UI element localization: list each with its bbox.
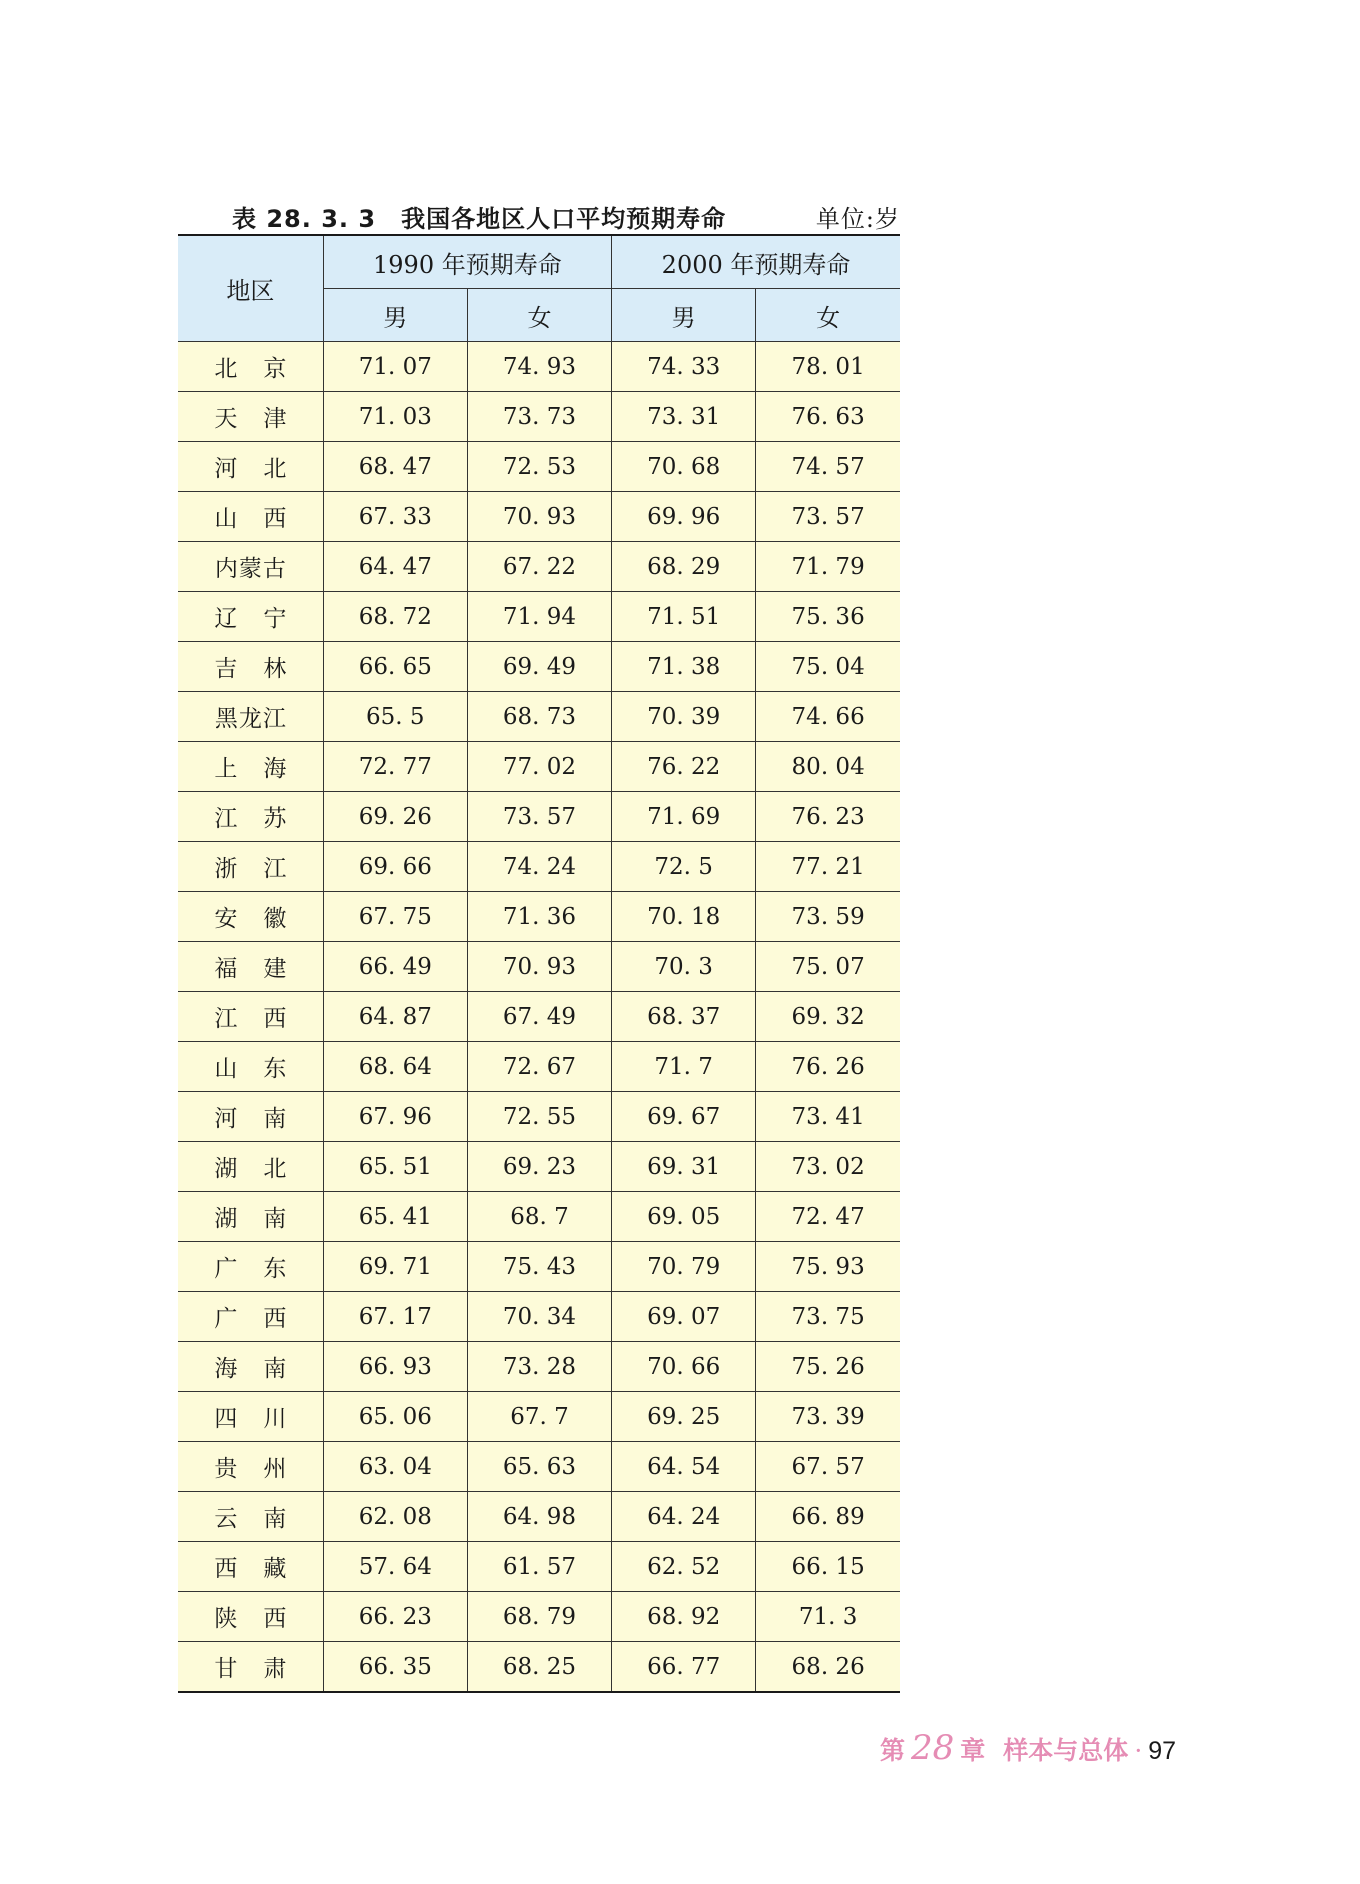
cell-female-2000: 75. 07 <box>756 942 900 992</box>
cell-male-1990: 69. 66 <box>323 842 467 892</box>
cell-region: 湖南 <box>178 1192 323 1242</box>
cell-female-2000: 72. 47 <box>756 1192 900 1242</box>
cell-region: 江西 <box>178 992 323 1042</box>
table-body <box>178 342 900 1693</box>
cell-region: 西藏 <box>178 1542 323 1592</box>
cell-male-1990: 66. 49 <box>323 942 467 992</box>
table-row <box>178 642 900 692</box>
header-1990: 1990 年预期寿命 <box>323 235 611 289</box>
cell-region: 四川 <box>178 1392 323 1442</box>
chapter-suffix: 章 <box>960 1736 986 1765</box>
cell-region: 福建 <box>178 942 323 992</box>
cell-female-1990: 64. 98 <box>467 1492 611 1542</box>
cell-male-2000: 70. 66 <box>612 1342 756 1392</box>
cell-female-2000: 73. 57 <box>756 492 900 542</box>
page-footer <box>880 1728 1176 1772</box>
table-row <box>178 1392 900 1442</box>
cell-male-1990: 66. 23 <box>323 1592 467 1642</box>
table-row <box>178 1492 900 1542</box>
table-row <box>178 592 900 642</box>
header-2000: 2000 年预期寿命 <box>612 235 900 289</box>
cell-female-2000: 80. 04 <box>756 742 900 792</box>
cell-female-1990: 68. 7 <box>467 1192 611 1242</box>
cell-female-1990: 70. 93 <box>467 492 611 542</box>
cell-female-1990: 73. 28 <box>467 1342 611 1392</box>
cell-male-2000: 70. 18 <box>612 892 756 942</box>
cell-male-2000: 68. 29 <box>612 542 756 592</box>
cell-region: 山东 <box>178 1042 323 1092</box>
cell-region: 贵州 <box>178 1442 323 1492</box>
cell-region: 山西 <box>178 492 323 542</box>
cell-region: 安徽 <box>178 892 323 942</box>
cell-female-1990: 65. 63 <box>467 1442 611 1492</box>
cell-male-2000: 62. 52 <box>612 1542 756 1592</box>
cell-female-2000: 73. 02 <box>756 1142 900 1192</box>
cell-female-2000: 75. 26 <box>756 1342 900 1392</box>
cell-region: 陕西 <box>178 1592 323 1642</box>
cell-male-2000: 71. 38 <box>612 642 756 692</box>
cell-male-1990: 64. 47 <box>323 542 467 592</box>
cell-male-2000: 69. 25 <box>612 1392 756 1442</box>
cell-region: 浙江 <box>178 842 323 892</box>
table-row <box>178 892 900 942</box>
table-header-row-1 <box>178 235 900 289</box>
cell-male-2000: 69. 67 <box>612 1092 756 1142</box>
cell-female-1990: 72. 67 <box>467 1042 611 1092</box>
cell-female-1990: 74. 93 <box>467 342 611 392</box>
cell-male-2000: 64. 24 <box>612 1492 756 1542</box>
cell-female-1990: 68. 79 <box>467 1592 611 1642</box>
cell-female-2000: 75. 36 <box>756 592 900 642</box>
table-row <box>178 392 900 442</box>
cell-female-2000: 75. 93 <box>756 1242 900 1292</box>
cell-male-2000: 70. 39 <box>612 692 756 742</box>
cell-male-1990: 67. 75 <box>323 892 467 942</box>
cell-female-2000: 68. 26 <box>756 1642 900 1693</box>
cell-male-2000: 66. 77 <box>612 1642 756 1693</box>
cell-male-1990: 64. 87 <box>323 992 467 1042</box>
footer-separator: · <box>1134 1736 1143 1765</box>
cell-region: 辽宁 <box>178 592 323 642</box>
table-row <box>178 342 900 392</box>
cell-male-2000: 69. 31 <box>612 1142 756 1192</box>
cell-region: 内蒙古 <box>178 542 323 592</box>
cell-female-2000: 74. 57 <box>756 442 900 492</box>
cell-region: 湖北 <box>178 1142 323 1192</box>
header-1990-male: 男 <box>323 289 467 342</box>
table-row <box>178 1292 900 1342</box>
cell-male-2000: 70. 68 <box>612 442 756 492</box>
cell-female-1990: 73. 73 <box>467 392 611 442</box>
chapter-title: 样本与总体 <box>1003 1736 1129 1765</box>
table-row <box>178 542 900 592</box>
cell-male-2000: 74. 33 <box>612 342 756 392</box>
cell-region: 北京 <box>178 342 323 392</box>
table-row <box>178 1242 900 1292</box>
cell-female-2000: 78. 01 <box>756 342 900 392</box>
table-row <box>178 1342 900 1392</box>
table-row <box>178 1192 900 1242</box>
cell-female-1990: 69. 49 <box>467 642 611 692</box>
cell-region: 上海 <box>178 742 323 792</box>
cell-male-1990: 67. 17 <box>323 1292 467 1342</box>
cell-male-1990: 68. 64 <box>323 1042 467 1092</box>
cell-region: 河北 <box>178 442 323 492</box>
cell-male-1990: 68. 72 <box>323 592 467 642</box>
cell-region: 云南 <box>178 1492 323 1542</box>
cell-region: 广东 <box>178 1242 323 1292</box>
cell-female-2000: 66. 15 <box>756 1542 900 1592</box>
header-2000-female: 女 <box>756 289 900 342</box>
cell-female-1990: 71. 94 <box>467 592 611 642</box>
table-unit-label: 单位:岁 <box>815 205 900 233</box>
cell-male-1990: 67. 96 <box>323 1092 467 1142</box>
cell-male-2000: 68. 92 <box>612 1592 756 1642</box>
cell-male-2000: 71. 7 <box>612 1042 756 1092</box>
cell-female-1990: 72. 53 <box>467 442 611 492</box>
cell-female-2000: 73. 59 <box>756 892 900 942</box>
header-1990-female: 女 <box>467 289 611 342</box>
cell-region: 甘肃 <box>178 1642 323 1693</box>
table-row <box>178 1542 900 1592</box>
cell-female-2000: 71. 79 <box>756 542 900 592</box>
cell-male-2000: 69. 05 <box>612 1192 756 1242</box>
cell-region: 黑龙江 <box>178 692 323 742</box>
cell-male-1990: 67. 33 <box>323 492 467 542</box>
chapter-prefix: 第 <box>880 1736 906 1765</box>
cell-female-2000: 71. 3 <box>756 1592 900 1642</box>
cell-male-2000: 70. 3 <box>612 942 756 992</box>
cell-male-1990: 68. 47 <box>323 442 467 492</box>
table-row <box>178 1642 900 1693</box>
cell-male-1990: 65. 5 <box>323 692 467 742</box>
cell-region: 吉林 <box>178 642 323 692</box>
cell-female-2000: 76. 23 <box>756 792 900 842</box>
life-expectancy-table <box>178 234 900 1693</box>
cell-male-1990: 69. 71 <box>323 1242 467 1292</box>
table-row <box>178 1142 900 1192</box>
cell-female-1990: 75. 43 <box>467 1242 611 1292</box>
cell-female-1990: 73. 57 <box>467 792 611 842</box>
cell-female-1990: 61. 57 <box>467 1542 611 1592</box>
cell-male-1990: 66. 35 <box>323 1642 467 1693</box>
table-row <box>178 692 900 742</box>
cell-female-2000: 76. 26 <box>756 1042 900 1092</box>
cell-male-1990: 63. 04 <box>323 1442 467 1492</box>
cell-region: 广西 <box>178 1292 323 1342</box>
cell-female-1990: 77. 02 <box>467 742 611 792</box>
cell-male-2000: 73. 31 <box>612 392 756 442</box>
table-row <box>178 492 900 542</box>
cell-male-2000: 69. 96 <box>612 492 756 542</box>
cell-male-1990: 65. 51 <box>323 1142 467 1192</box>
cell-male-2000: 68. 37 <box>612 992 756 1042</box>
cell-male-2000: 64. 54 <box>612 1442 756 1492</box>
cell-male-1990: 69. 26 <box>323 792 467 842</box>
header-region: 地区 <box>178 235 323 342</box>
cell-male-2000: 71. 51 <box>612 592 756 642</box>
cell-female-2000: 77. 21 <box>756 842 900 892</box>
cell-female-1990: 70. 34 <box>467 1292 611 1342</box>
table-row <box>178 842 900 892</box>
page-number: 97 <box>1148 1737 1177 1765</box>
cell-male-1990: 62. 08 <box>323 1492 467 1542</box>
cell-male-2000: 72. 5 <box>612 842 756 892</box>
chapter-number: 28 <box>911 1728 955 1768</box>
header-2000-male: 男 <box>612 289 756 342</box>
table-row <box>178 1092 900 1142</box>
table-caption-label: 表 28. 3. 3 我国各地区人口平均预期寿命 <box>232 205 727 233</box>
cell-male-1990: 71. 03 <box>323 392 467 442</box>
table-header <box>178 235 900 342</box>
table-row <box>178 742 900 792</box>
cell-female-1990: 70. 93 <box>467 942 611 992</box>
table-row <box>178 1442 900 1492</box>
cell-female-1990: 67. 22 <box>467 542 611 592</box>
cell-female-2000: 67. 57 <box>756 1442 900 1492</box>
cell-region: 河南 <box>178 1092 323 1142</box>
cell-female-2000: 69. 32 <box>756 992 900 1042</box>
table-row <box>178 442 900 492</box>
cell-female-1990: 67. 7 <box>467 1392 611 1442</box>
cell-male-1990: 57. 64 <box>323 1542 467 1592</box>
cell-male-1990: 71. 07 <box>323 342 467 392</box>
table-caption <box>178 195 900 235</box>
cell-male-1990: 65. 41 <box>323 1192 467 1242</box>
cell-female-1990: 68. 25 <box>467 1642 611 1693</box>
cell-region: 天津 <box>178 392 323 442</box>
cell-female-2000: 75. 04 <box>756 642 900 692</box>
cell-male-1990: 66. 65 <box>323 642 467 692</box>
cell-female-2000: 66. 89 <box>756 1492 900 1542</box>
cell-female-1990: 74. 24 <box>467 842 611 892</box>
cell-female-1990: 68. 73 <box>467 692 611 742</box>
cell-female-2000: 73. 41 <box>756 1092 900 1142</box>
cell-male-1990: 72. 77 <box>323 742 467 792</box>
cell-male-2000: 70. 79 <box>612 1242 756 1292</box>
cell-female-1990: 71. 36 <box>467 892 611 942</box>
cell-male-2000: 69. 07 <box>612 1292 756 1342</box>
table-row <box>178 1592 900 1642</box>
table-row <box>178 992 900 1042</box>
cell-male-1990: 65. 06 <box>323 1392 467 1442</box>
cell-male-2000: 71. 69 <box>612 792 756 842</box>
cell-female-2000: 73. 75 <box>756 1292 900 1342</box>
table-row <box>178 1042 900 1092</box>
cell-female-2000: 73. 39 <box>756 1392 900 1442</box>
cell-region: 江苏 <box>178 792 323 842</box>
cell-region: 海南 <box>178 1342 323 1392</box>
cell-male-2000: 76. 22 <box>612 742 756 792</box>
cell-female-2000: 74. 66 <box>756 692 900 742</box>
cell-female-1990: 72. 55 <box>467 1092 611 1142</box>
cell-male-1990: 66. 93 <box>323 1342 467 1392</box>
table-row <box>178 792 900 842</box>
cell-female-1990: 67. 49 <box>467 992 611 1042</box>
cell-female-1990: 69. 23 <box>467 1142 611 1192</box>
table-row <box>178 942 900 992</box>
cell-female-2000: 76. 63 <box>756 392 900 442</box>
